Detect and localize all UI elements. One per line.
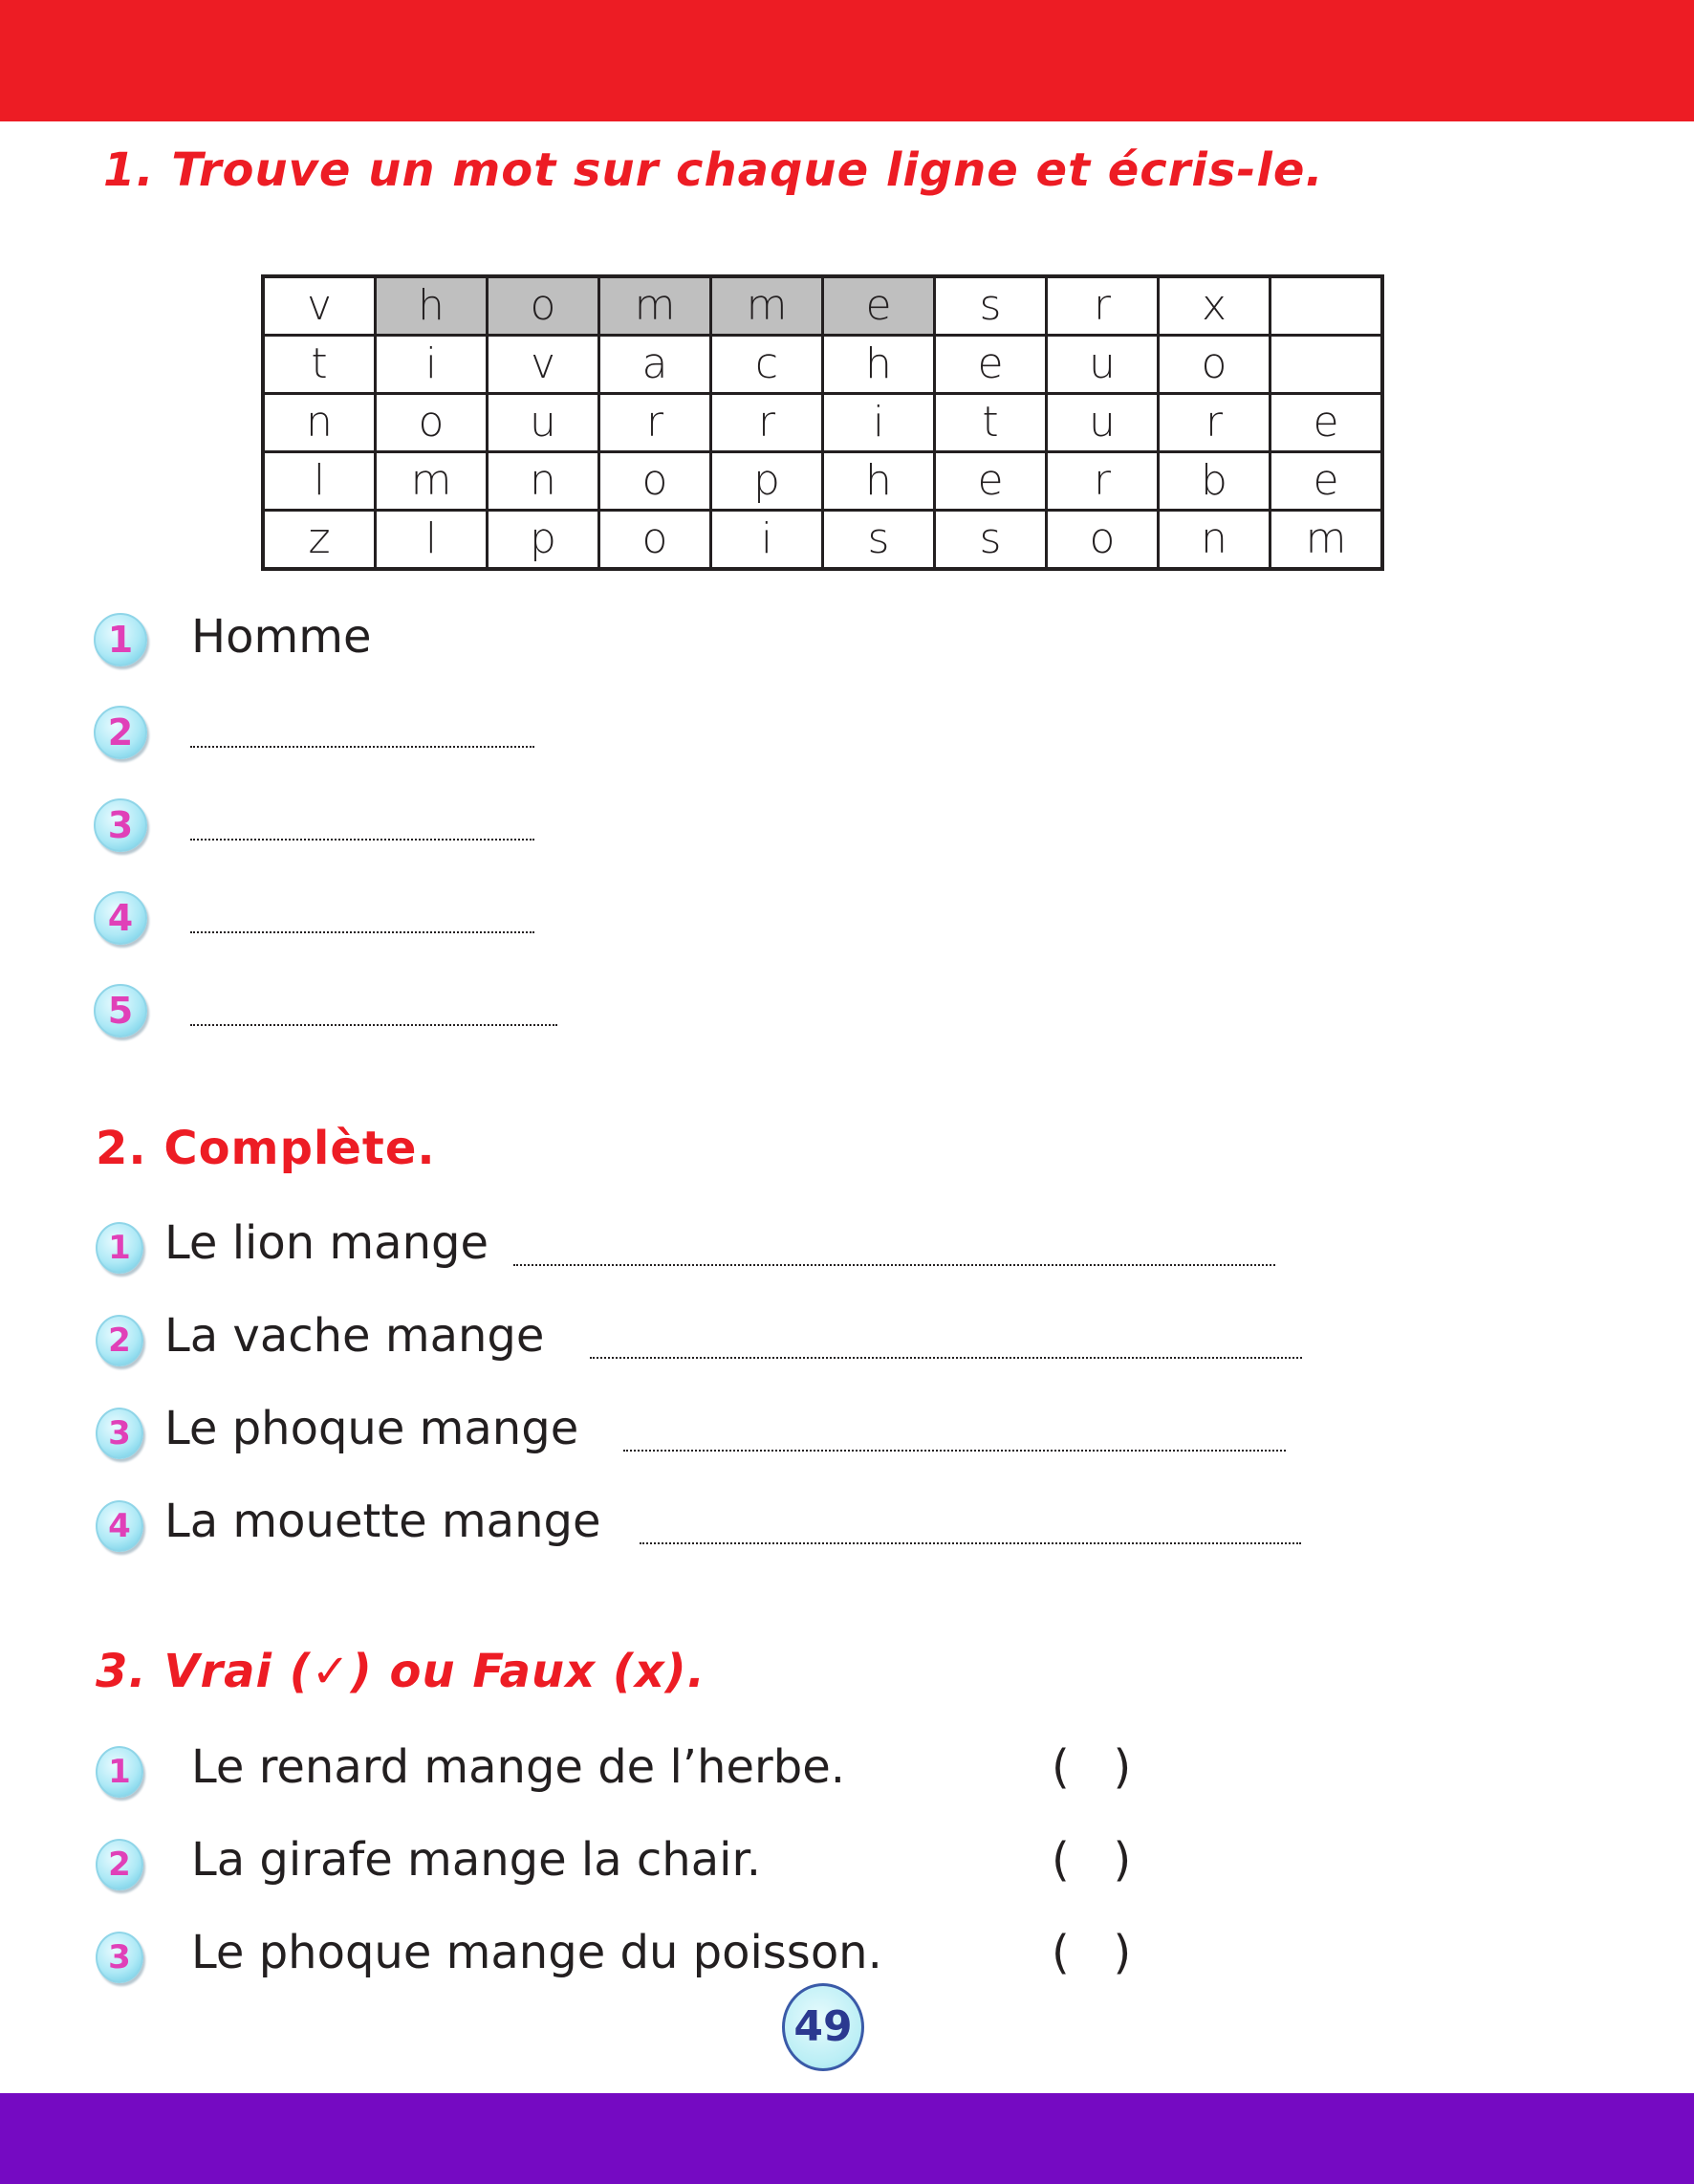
grid-cell: p: [711, 452, 823, 511]
grid-cell: i: [376, 336, 488, 394]
grid-cell: [1270, 336, 1383, 394]
grid-cell: n: [488, 452, 599, 511]
grid-cell: o: [488, 276, 599, 336]
number-bubble-icon: 4: [94, 891, 147, 945]
grid-cell: s: [935, 276, 1047, 336]
grid-cell: n: [1159, 511, 1270, 570]
grid-cell: e: [1270, 452, 1383, 511]
grid-cell: b: [1159, 452, 1270, 511]
grid-cell: v: [488, 336, 599, 394]
grid-cell: h: [823, 336, 935, 394]
answer-line[interactable]: [640, 1542, 1301, 1544]
grid-cell: o: [1159, 336, 1270, 394]
bottom-color-band: [0, 2093, 1694, 2184]
letter-grid: [261, 274, 1384, 571]
grid-row: [263, 276, 1382, 336]
grid-cell: u: [1047, 394, 1159, 452]
answer-box[interactable]: ( ): [1052, 1833, 1132, 1887]
answer-line[interactable]: [590, 1357, 1302, 1359]
grid-cell: e: [935, 336, 1047, 394]
grid-cell: m: [599, 276, 711, 336]
top-color-band: [0, 0, 1694, 121]
exercise-1-heading: 1. Trouve un mot sur chaque ligne et écris-le.: [103, 143, 1324, 197]
grid-cell: r: [1159, 394, 1270, 452]
grid-cell: x: [1159, 276, 1270, 336]
grid-cell: m: [376, 452, 488, 511]
number-bubble-icon: 1: [96, 1222, 143, 1274]
grid-cell: e: [1270, 394, 1383, 452]
number-bubble-icon: 4: [96, 1500, 143, 1552]
answer-line[interactable]: [190, 931, 534, 933]
grid-cell: l: [376, 511, 488, 570]
grid-cell: l: [263, 452, 376, 511]
grid-row: [263, 336, 1382, 394]
answer-line[interactable]: [190, 746, 534, 748]
number-bubble-icon: 3: [94, 798, 147, 852]
statement-text: La girafe mange la chair.: [191, 1833, 762, 1887]
grid-cell: m: [711, 276, 823, 336]
grid-cell: i: [711, 511, 823, 570]
sentence-text: La vache mange: [164, 1309, 545, 1363]
answer-line[interactable]: [623, 1450, 1286, 1452]
answer-box[interactable]: ( ): [1052, 1926, 1132, 1979]
grid-cell: i: [823, 394, 935, 452]
grid-row: [263, 511, 1382, 570]
sentence-text: La mouette mange: [164, 1495, 601, 1548]
answer-box[interactable]: ( ): [1052, 1740, 1132, 1794]
grid-cell: s: [823, 511, 935, 570]
grid-cell: o: [599, 452, 711, 511]
number-bubble-icon: 3: [96, 1408, 143, 1459]
grid-cell: s: [935, 511, 1047, 570]
answer-line[interactable]: [513, 1264, 1275, 1266]
number-bubble-icon: 2: [96, 1839, 143, 1890]
grid-cell: e: [935, 452, 1047, 511]
grid-cell: r: [711, 394, 823, 452]
number-bubble-icon: 5: [94, 984, 147, 1037]
grid-cell: r: [1047, 452, 1159, 511]
statement-text: Le phoque mange du poisson.: [191, 1926, 882, 1979]
answer-line[interactable]: [190, 1024, 557, 1026]
grid-cell: r: [599, 394, 711, 452]
page-number-badge: 49: [782, 1983, 864, 2071]
grid-cell: t: [263, 336, 376, 394]
grid-cell: [1270, 276, 1383, 336]
grid-cell: p: [488, 511, 599, 570]
grid-cell: u: [488, 394, 599, 452]
grid-cell: v: [263, 276, 376, 336]
sentence-text: Le phoque mange: [164, 1402, 579, 1455]
exercise-3-heading: 3. Vrai (✓) ou Faux (x).: [96, 1645, 706, 1698]
grid-cell: m: [1270, 511, 1383, 570]
number-bubble-icon: 1: [94, 613, 147, 666]
grid-cell: a: [599, 336, 711, 394]
grid-row: [263, 452, 1382, 511]
grid-cell: o: [599, 511, 711, 570]
grid-cell: n: [263, 394, 376, 452]
grid-cell: t: [935, 394, 1047, 452]
grid-cell: o: [1047, 511, 1159, 570]
sentence-text: Le lion mange: [164, 1216, 489, 1270]
grid-cell: e: [823, 276, 935, 336]
number-bubble-icon: 3: [96, 1932, 143, 1983]
exercise-2-heading: 2. Complète.: [96, 1122, 436, 1175]
grid-cell: r: [1047, 276, 1159, 336]
answer-text: Homme: [191, 610, 372, 664]
grid-row: [263, 394, 1382, 452]
grid-cell: c: [711, 336, 823, 394]
answer-line[interactable]: [190, 839, 534, 841]
number-bubble-icon: 2: [96, 1315, 143, 1366]
grid-cell: h: [376, 276, 488, 336]
number-bubble-icon: 1: [96, 1746, 143, 1798]
grid-cell: o: [376, 394, 488, 452]
statement-text: Le renard mange de l’herbe.: [191, 1740, 845, 1794]
number-bubble-icon: 2: [94, 706, 147, 759]
grid-cell: z: [263, 511, 376, 570]
grid-cell: u: [1047, 336, 1159, 394]
grid-cell: h: [823, 452, 935, 511]
